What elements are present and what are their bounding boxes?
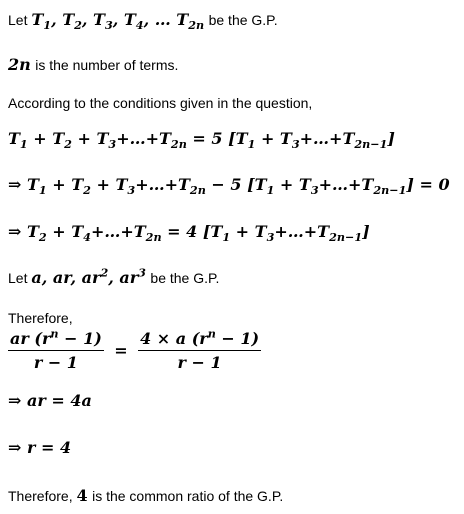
line-conditions	[8, 96, 312, 112]
math-equation-3: ⇒ $T_2$ + $T_4+\dots+T_{2n} = 4$ [$T_1$ + $T_3+\dots+T_{2n-1}$]	[8, 222, 370, 245]
line-fraction-equation	[8, 326, 261, 372]
text-number-of-terms: is the number of terms.	[35, 57, 179, 73]
math-terms: $T_1$, $T_2$, $T_3$, $T_4$, … $T_{2n}$	[31, 10, 205, 33]
fraction-left	[8, 326, 104, 372]
text-therefore-2: Therefore,	[8, 488, 77, 504]
math-r-equals-4: ⇒ r = 4	[8, 438, 72, 457]
line-therefore	[8, 311, 73, 327]
line-let-terms	[8, 10, 278, 33]
fraction-equals: =	[114, 341, 128, 360]
math-2n: 2n	[8, 55, 31, 74]
line-number-of-terms	[8, 57, 178, 74]
fraction-right	[138, 326, 261, 372]
fraction-left-numerator: ar $(r^n - 1)$	[8, 331, 104, 351]
math-4: 4	[76, 486, 88, 505]
line-let-gp	[8, 265, 220, 287]
fraction-right-numerator: 4 × a $(r^n - 1)$	[138, 331, 261, 351]
line-equation-3	[8, 222, 370, 245]
math-gp-terms: a, ar, $ar^2$, $ar^3$	[31, 265, 146, 287]
line-ar-equals-4a	[8, 393, 92, 410]
math-ar-equals-4a: ⇒ ar = 4a	[8, 391, 92, 410]
math-equation-2: ⇒ $T_1 + T_2$ + $T_3+\dots+T_{2n} - 5$ [$T_1$ + $T_3+\dots+T_{2n-1}] = 0$	[8, 175, 450, 198]
fraction-left-denominator: r − 1	[33, 353, 78, 372]
line-r-equals-4	[8, 440, 71, 457]
text-therefore: Therefore,	[8, 310, 73, 326]
text-common-ratio: is the common ratio of the G.P.	[92, 488, 284, 504]
text-let: Let	[8, 12, 32, 28]
text-be-gp: be the G.P.	[208, 12, 278, 28]
line-equation-2	[8, 175, 450, 198]
line-conclusion	[8, 488, 283, 505]
text-let-2: Let	[8, 270, 32, 286]
text-be-gp-2: be the G.P.	[150, 270, 220, 286]
fraction-right-denominator: r − 1	[177, 353, 222, 372]
line-equation-1	[8, 129, 395, 152]
text-conditions: According to the conditions given in the question,	[8, 95, 313, 111]
math-equation-1: $T_1 + T_2$ + $T_3+\dots+T_{2n} = 5$ [$T_1$ + $T_3+\dots+T_{2n-1}$]	[8, 129, 395, 152]
